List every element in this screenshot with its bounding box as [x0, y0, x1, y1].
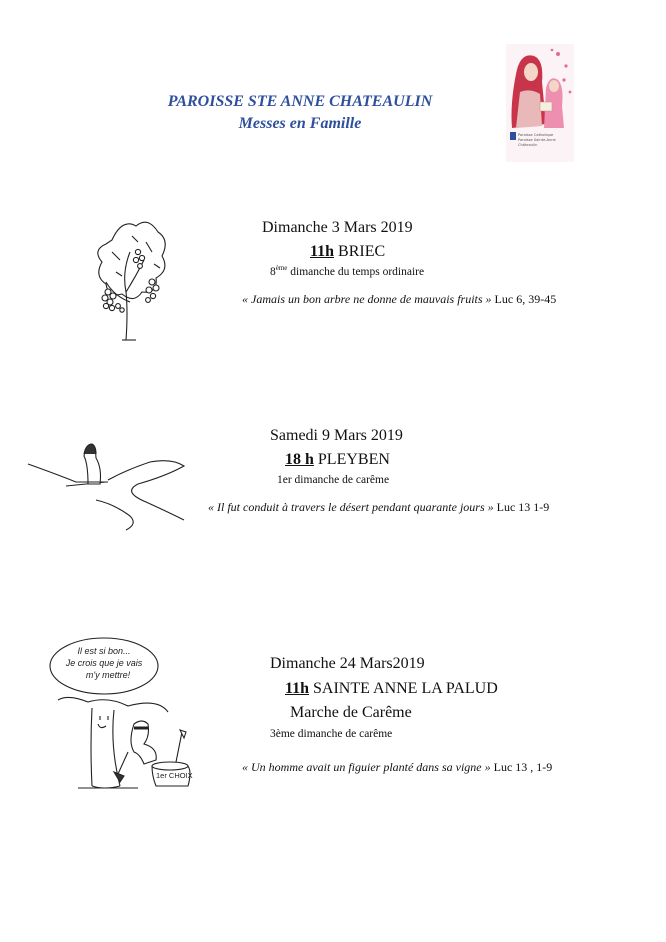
event-3-location: SAINTE ANNE LA PALUD [313, 680, 498, 697]
event-3-time: 11h [285, 680, 310, 697]
event-3-time-location [285, 679, 498, 699]
event-2-time-location [285, 450, 390, 470]
event-1-location: BRIEC [338, 243, 386, 260]
event-1-ordinal: 8 [270, 266, 276, 278]
event-1-date: Dimanche 3 Mars 2019 [262, 219, 413, 236]
event-3-extra: Marche de Carême [290, 704, 412, 721]
event-1-quote: « Jamais un bon arbre ne donne de mauvais fruits » [242, 292, 492, 306]
bubble-line-3: m'y mettre! [85, 670, 131, 680]
page-subtitle: Messes en Famille [238, 115, 362, 132]
fig-tree-cartoon-icon [48, 636, 208, 796]
logo-line-1: Paroisse Catholique [518, 133, 554, 137]
event-2-sunday: 1er dimanche de carême [277, 474, 390, 486]
parish-logo [506, 44, 574, 162]
event-1-ordinal-suffix: ème [275, 264, 288, 273]
event-2-quote-line [208, 499, 549, 515]
event-2-time: 18 h [285, 451, 314, 468]
event-3-date: Dimanche 24 Mars2019 [270, 655, 425, 672]
event-2-date: Samedi 9 Mars 2019 [270, 427, 403, 444]
event-1-time-location [310, 242, 385, 262]
bubble-line-2: Je crois que je vais [65, 658, 143, 668]
event-3-reference: Luc 13 , 1-9 [490, 760, 553, 774]
bubble-line-1: Il est si bon... [77, 646, 131, 656]
event-3-quote-line [242, 759, 552, 775]
event-1-sunday-text: dimanche du temps ordinaire [287, 266, 425, 278]
event-2-reference: Luc 13 1-9 [493, 500, 550, 514]
event-2-quote: « Il fut conduit à travers le désert pendant quarante jours » [208, 500, 494, 514]
event-3-quote: « Un homme avait un figuier planté dans sa vigne » [242, 760, 491, 774]
parish-title: PAROISSE STE ANNE CHATEAULIN [167, 93, 433, 110]
event-3-sunday: 3ème dimanche de carême [270, 728, 393, 740]
event-1-sunday [270, 264, 424, 280]
vine-tree-icon [92, 212, 172, 342]
event-1-quote-line [242, 291, 556, 307]
logo-line-2: Paroisse Sainte-Anne [518, 138, 556, 142]
bucket-label: 1er CHOIX [156, 771, 193, 780]
logo-line-3: Châteaulin [518, 143, 538, 147]
event-1-reference: Luc 6, 39-45 [491, 292, 557, 306]
event-1-time: 11h [310, 243, 335, 260]
desert-figure-icon [26, 440, 196, 532]
event-2-location: PLEYBEN [317, 451, 390, 468]
